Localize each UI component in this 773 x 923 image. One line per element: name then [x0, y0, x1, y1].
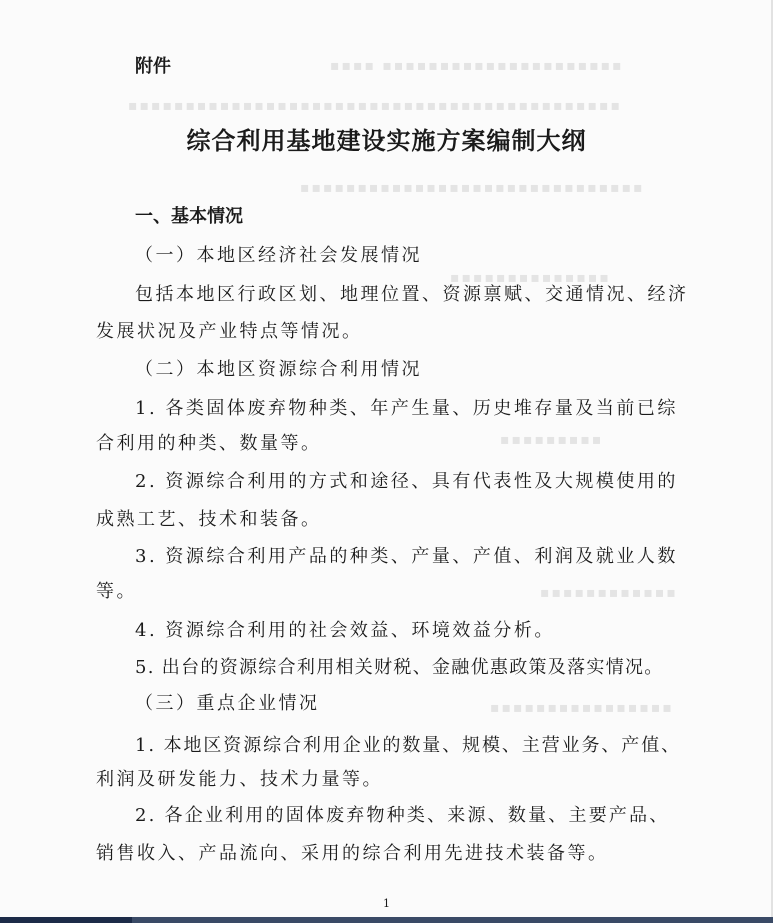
subsection-heading-economy: （一）本地区经济社会发展情况	[135, 245, 422, 266]
list-item-line: 1. 本地区资源综合利用企业的数量、规模、主营业务、产值、	[135, 735, 681, 756]
list-item-line: 销售收入、产品流向、采用的综合利用先进技术装备等。	[96, 843, 609, 864]
show-through-texture: ▪▪▪▪▪▪▪▪▪▪▪▪	[540, 585, 678, 601]
list-item-line: 4. 资源综合利用的社会效益、环境效益分析。	[135, 620, 555, 641]
list-item-line: 3. 资源综合利用产品的种类、产量、产值、利润及就业人数	[135, 546, 678, 567]
subsection-heading-resource-use: （二）本地区资源综合利用情况	[135, 359, 422, 380]
list-item-line: 合利用的种类、数量等。	[96, 433, 322, 454]
list-item-line: 5. 出台的资源综合利用相关财税、金融优惠政策及落实情况。	[135, 657, 664, 678]
paragraph-line: 包括本地区行政区划、地理位置、资源禀赋、交通情况、经济	[135, 284, 689, 305]
show-through-texture: ▪▪▪▪▪▪▪▪▪▪▪▪▪▪	[450, 270, 611, 286]
show-through-texture: ▪▪▪▪ ▪▪▪▪▪▪▪▪▪▪▪▪▪▪▪▪▪▪▪▪▪	[330, 58, 624, 74]
viewer-bottom-bar-segment	[0, 917, 132, 923]
list-item-line: 成熟工艺、技术和装备。	[96, 509, 322, 530]
show-through-texture: ▪▪▪▪▪▪▪▪▪▪▪▪▪▪▪▪	[490, 700, 674, 716]
list-item-line: 等。	[96, 581, 137, 602]
subsection-heading-key-enterprises: （三）重点企业情况	[135, 693, 320, 714]
paragraph-line: 发展状况及产业特点等情况。	[96, 321, 363, 342]
show-through-texture: ▪▪▪▪▪▪▪▪▪	[500, 432, 604, 448]
document-title: 综合利用基地建设实施方案编制大纲	[186, 126, 587, 155]
list-item-line: 2. 各企业利用的固体废弃物种类、来源、数量、主要产品、	[135, 805, 670, 826]
list-item-line: 2. 资源综合利用的方式和途径、具有代表性及大规模使用的	[135, 471, 678, 492]
list-item-line: 1. 各类固体废弃物种类、年产生量、历史堆存量及当前已综	[135, 398, 678, 419]
show-through-texture: ▪▪▪▪▪▪▪▪▪▪▪▪▪▪▪▪▪▪▪▪▪▪▪▪▪▪▪▪▪▪	[300, 180, 645, 196]
page-number: 1	[383, 897, 390, 910]
section-heading-basic-info: 一、基本情况	[135, 206, 243, 227]
show-through-texture: ▪▪▪▪▪▪▪▪▪▪▪▪▪▪▪▪▪▪▪▪▪▪▪▪▪▪▪▪▪▪▪▪▪▪▪▪▪▪▪▪▪▪▪	[128, 98, 622, 114]
attachment-label: 附件	[135, 56, 171, 77]
list-item-line: 利润及研发能力、技术力量等。	[96, 769, 383, 790]
